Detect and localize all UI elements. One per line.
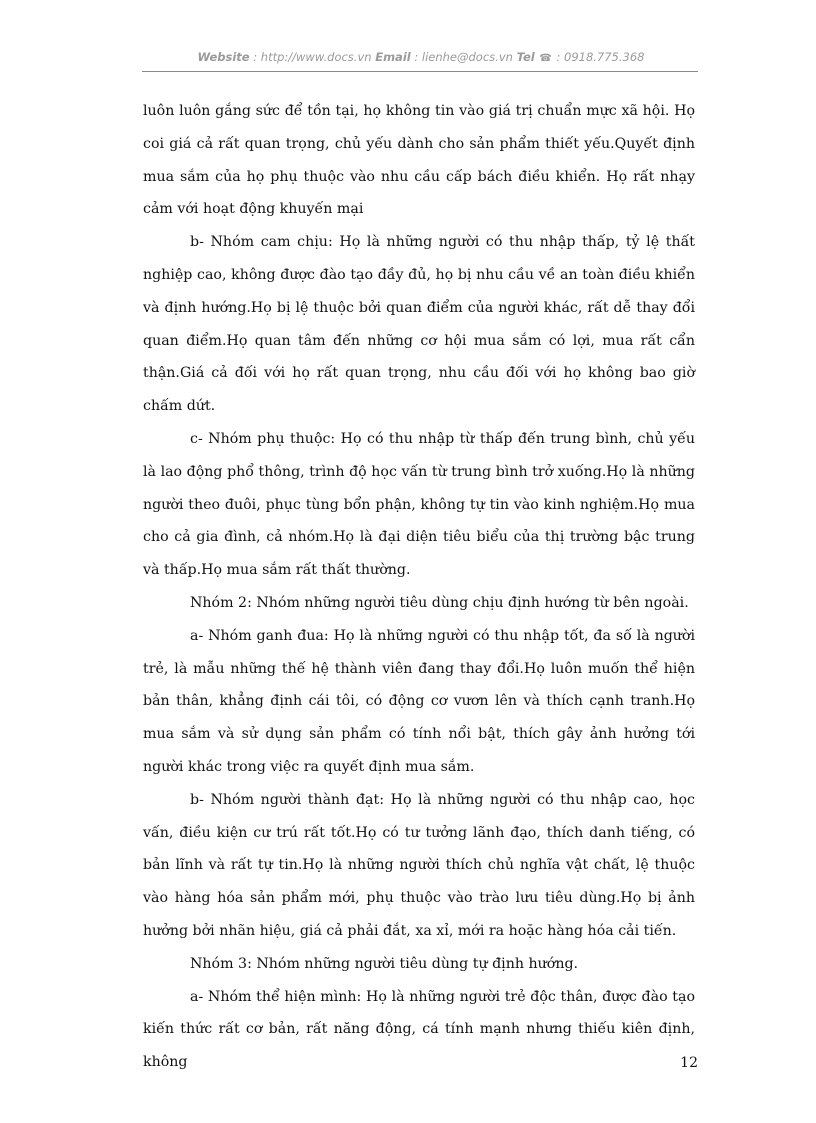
email-separator: :: [410, 50, 422, 64]
paragraph-5: a- Nhóm ganh đua: Họ là những người có thu nhập tốt, đa số là người trẻ, là mẫu những thế hệ thành viên đang thay đổi.Họ luôn muốn thể hiện bản thân, khẳng định cái tôi, có động cơ vươn lên và thích cạnh tranh.Họ mua sắm và sử dụng sản phẩm có tính nổi bật, thích gây ảnh hưởng tới người khác trong việc ra quyết định mua sắm.: [143, 627, 695, 775]
paragraph-1: luôn luôn gắng sức để tồn tại, họ không tin vào giá trị chuẩn mực xã hội. Họ coi giá cả rất quan trọng, chủ yếu dành cho sản phẩm thiết yếu.Quyết định mua sắm của họ phụ thuộc vào nhu cầu cấp bách điều khiển. Họ rất nhạy cảm với hoạt động khuyến mại: [143, 103, 695, 218]
page-number: 12: [680, 1055, 698, 1071]
paragraph-2: b- Nhóm cam chịu: Họ là những người có thu nhập thấp, tỷ lệ thất nghiệp cao, không được đào tạo đầy đủ, họ bị nhu cầu về an toàn điều khiển và định hướng.Họ bị lệ thuộc bởi quan điểm của người khác, rất dễ thay đổi quan điểm.Họ quan tâm đến những cơ hội mua sắm có lợi, mua rất cẩn thận.Giá cả đối với họ rất quan trọng, nhu cầu đối với họ không bao giờ chấm dứt.: [143, 234, 695, 415]
website-label: Website: [197, 50, 250, 64]
paragraph-6: b- Nhóm người thành đạt: Họ là những người có thu nhập cao, học vấn, điều kiện cư trú rất tốt.Họ có tư tưởng lãnh đạo, thích danh tiếng, có bản lĩnh và rất tự tin.Họ là những người thích chủ nghĩa vật chất, lệ thuộc vào hàng hóa sản phẩm mới, phụ thuộc vào trào lưu tiêu dùng.Họ bị ảnh hưởng bởi nhãn hiệu, giá cả phải đắt, xa xỉ, mới ra hoặc hàng hóa cải tiến.: [143, 791, 695, 939]
phone-icon: ☎: [539, 53, 552, 64]
page-header: [144, 50, 698, 64]
paragraph-4: Nhóm 2: Nhóm những người tiêu dùng chịu định hướng từ bên ngoài.: [190, 594, 689, 611]
website-url: http://www.docs.vn: [260, 50, 372, 64]
tel-value: : 0918.775.368: [552, 50, 645, 64]
header-divider: [142, 71, 698, 72]
email-value: lienhe@docs.vn: [421, 50, 513, 64]
paragraph-7: Nhóm 3: Nhóm những người tiêu dùng tự định hướng.: [190, 955, 579, 972]
email-label: Email: [375, 50, 411, 64]
body-text: [143, 95, 695, 1079]
tel-label: Tel: [516, 50, 535, 64]
website-separator: :: [249, 50, 261, 64]
paragraph-3: c- Nhóm phụ thuộc: Họ có thu nhập từ thấp đến trung bình, chủ yếu là lao động phổ thông, trình độ học vấn từ trung bình trở xuống.Họ là những người theo đuôi, phục tùng bổn phận, không tự tin vào kinh nghiệm.Họ mua cho cả gia đình, cả nhóm.Họ là đại diện tiêu biểu của thị trường bậc trung và thấp.Họ mua sắm rất thất thường.: [143, 430, 695, 579]
paragraph-8: a- Nhóm thể hiện mình: Họ là những người trẻ độc thân, được đào tạo kiến thức rất cơ bản, rất năng động, cá tính mạnh nhưng thiếu kiên định, không: [143, 988, 695, 1071]
